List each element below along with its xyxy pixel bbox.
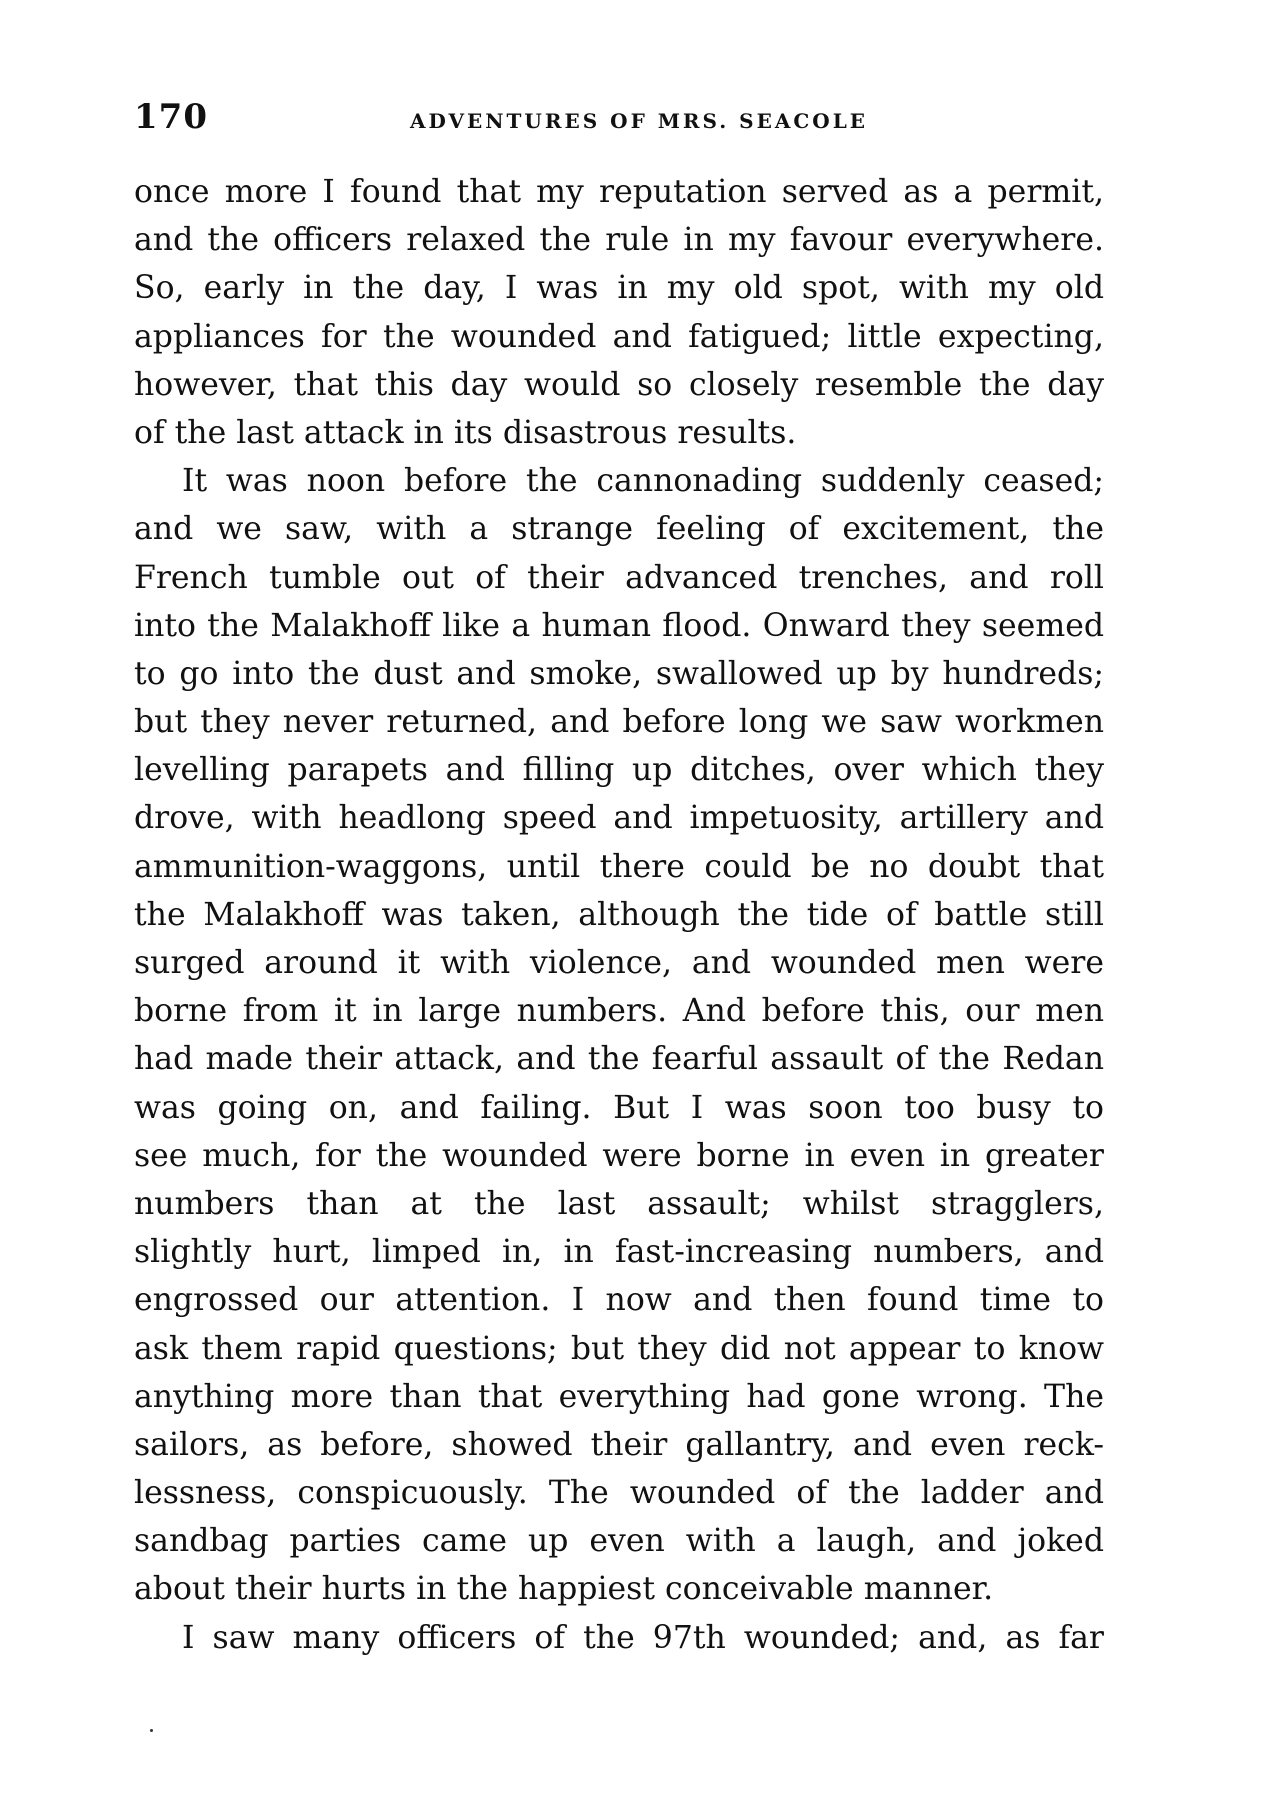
text-line: and the officers relaxed the rule in my favour everywhere. (134, 222, 1104, 259)
text-line: slightly hurt, limped in, in fast-increasing numbers, and (134, 1234, 1104, 1271)
text-line: appliances for the wounded and fatigued; little expecting, (134, 318, 1104, 355)
text-line: about their hurts in the happiest conceivable manner. (134, 1571, 994, 1608)
text-line: drove, with headlong speed and impetuosity, artillery and (134, 800, 1104, 837)
text-line: engrossed our attention. I now and then found time to (134, 1282, 1104, 1319)
text-line: anything more than that everything had gone wrong. The (134, 1378, 1104, 1415)
body-text (134, 168, 1104, 1662)
running-title: ADVENTURES OF MRS. SEACOLE (410, 109, 868, 133)
text-line: and we saw, with a strange feeling of excitement, the (134, 511, 1104, 548)
text-line: was going on, and failing. But I was soon too busy to (134, 1089, 1104, 1126)
text-line: see much, for the wounded were borne in even in greater (134, 1137, 1104, 1174)
text-line: It was noon before the cannonading suddenly ceased; (182, 463, 1104, 500)
running-head (134, 92, 1104, 142)
text-line: lessness, conspicuously. The wounded of the ladder and (134, 1475, 1104, 1512)
text-line: to go into the dust and smoke, swallowed up by hundreds; (134, 655, 1104, 692)
text-line: however, that this day would so closely resemble the day (134, 366, 1104, 403)
text-line: So, early in the day, I was in my old spot, with my old (134, 270, 1104, 307)
text-line: numbers than at the last assault; whilst stragglers, (134, 1185, 1104, 1222)
text-line: sailors, as before, showed their gallantry, and even reck- (134, 1426, 1104, 1463)
text-line: of the last attack in its disastrous results. (134, 414, 797, 451)
text-line: ask them rapid questions; but they did not appear to know (134, 1330, 1104, 1367)
text-line: I saw many officers of the 97th wounded; and, as far (182, 1619, 1104, 1656)
text-line: ammunition-waggons, until there could be no doubt that (134, 848, 1104, 885)
page-number: 170 (134, 97, 208, 137)
text-line: once more I found that my reputation served as a permit, (134, 174, 1104, 210)
ink-speck (150, 1729, 153, 1732)
text-line: had made their attack, and the fearful assault of the Redan (134, 1041, 1104, 1078)
text-line: the Malakhoff was taken, although the tide of battle still (134, 896, 1104, 933)
text-line: but they never returned, and before long we saw workmen (134, 704, 1104, 741)
text-line: borne from it in large numbers. And before this, our men (134, 993, 1104, 1030)
text-line: levelling parapets and filling up ditches, over which they (134, 752, 1104, 789)
text-line: sandbag parties came up even with a laugh, and joked (134, 1523, 1104, 1560)
text-line: French tumble out of their advanced trenches, and roll (134, 559, 1104, 596)
text-line: into the Malakhoff like a human flood. Onward they seemed (134, 607, 1104, 644)
text-line: surged around it with violence, and wounded men were (134, 945, 1104, 981)
